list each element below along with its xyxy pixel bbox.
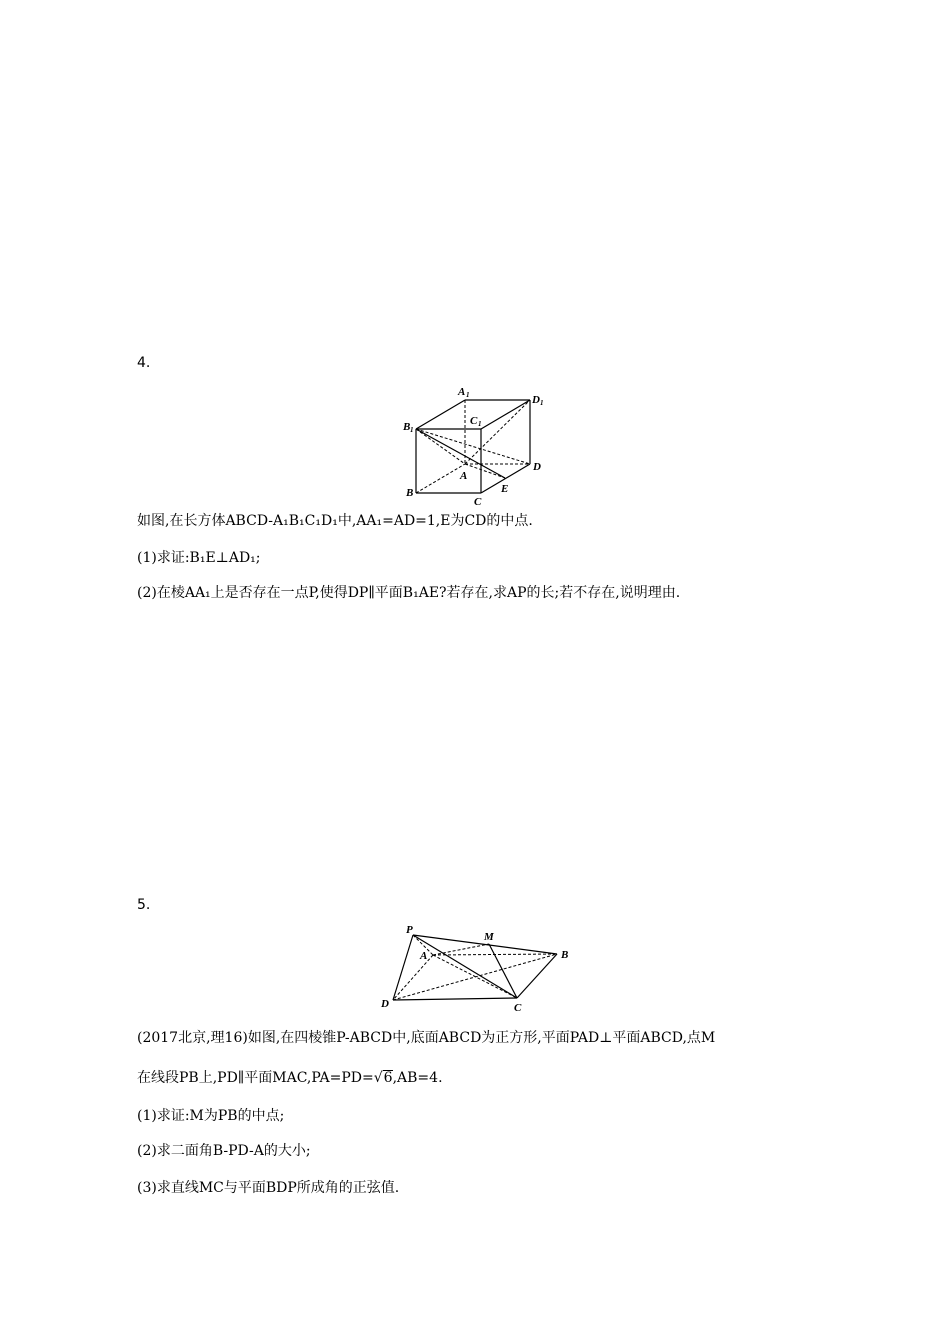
hidden-diagonal-db (393, 954, 557, 1000)
problem-5-part-3: (3)求直线MC与平面BDP所成角的正弦值. (137, 1180, 400, 1196)
label-c: C (474, 496, 482, 508)
statement-line-2-end: ,AB=4. (392, 1070, 443, 1086)
label-b: B (561, 949, 569, 961)
problem-4-cuboid-figure (400, 380, 560, 510)
problem-4-part-1: (1)求证:B₁E⊥AD₁; (137, 550, 261, 566)
problem-4-statement: 如图,在长方体ABCD-A₁B₁C₁D₁中,AA₁=AD=1,E为CD的中点. (137, 513, 533, 529)
label-p: P (406, 924, 413, 936)
hidden-edge-ab (433, 954, 557, 955)
problem-5-pyramid-figure (375, 922, 575, 1014)
label-b1-sub: 1 (410, 426, 414, 434)
hidden-edge-ba (416, 464, 468, 493)
label-a: A (460, 470, 468, 482)
label-d: D (533, 461, 541, 473)
label-b1: B (403, 421, 411, 433)
edge-pc (413, 935, 517, 998)
hidden-segment-b1a (416, 429, 465, 464)
hidden-segment-ae (465, 464, 505, 478)
problem-5-statement-line-1: (2017北京,理16)如图,在四棱锥P-ABCD中,底面ABCD为正方形,平面PAD⊥平面ABCD,点M (137, 1030, 716, 1046)
label-a1: A (458, 386, 466, 398)
edge-b1a1 (416, 400, 465, 429)
problem-5-statement-line-2 (137, 1070, 443, 1085)
label-d1: D (532, 394, 540, 406)
sqrt-sign: √ (373, 1070, 383, 1086)
problem-5-part-2: (2)求二面角B-PD-A的大小; (137, 1143, 311, 1159)
label-m: M (484, 931, 494, 943)
label-a: A (420, 950, 428, 962)
edge-cb (517, 954, 557, 998)
sqrt-radicand: 6 (383, 1070, 393, 1086)
label-c1-sub: 1 (478, 420, 482, 428)
problem-5-number: 5. (137, 897, 151, 913)
problem-4-part-2: (2)在棱AA₁上是否存在一点P,使得DP∥平面B₁AE?若存在,求AP的长;若不存在,说明理由. (137, 585, 681, 601)
label-c1: C (470, 415, 478, 427)
edge-dc (393, 998, 517, 1000)
problem-4-number: 4. (137, 355, 151, 371)
edge-pd (393, 935, 413, 1000)
hidden-segment-am (433, 944, 489, 955)
hidden-segment-b1d (416, 429, 530, 464)
label-d1-sub: 1 (540, 399, 544, 407)
statement-line-2-start: 在线段PB上,PD∥平面MAC,PA=PD= (137, 1070, 374, 1086)
label-c: C (514, 1002, 522, 1014)
label-b: B (406, 487, 414, 499)
label-d: D (381, 998, 389, 1010)
label-a1-sub: 1 (466, 391, 470, 399)
label-e: E (501, 483, 509, 495)
problem-5-part-1: (1)求证:M为PB的中点; (137, 1108, 285, 1124)
